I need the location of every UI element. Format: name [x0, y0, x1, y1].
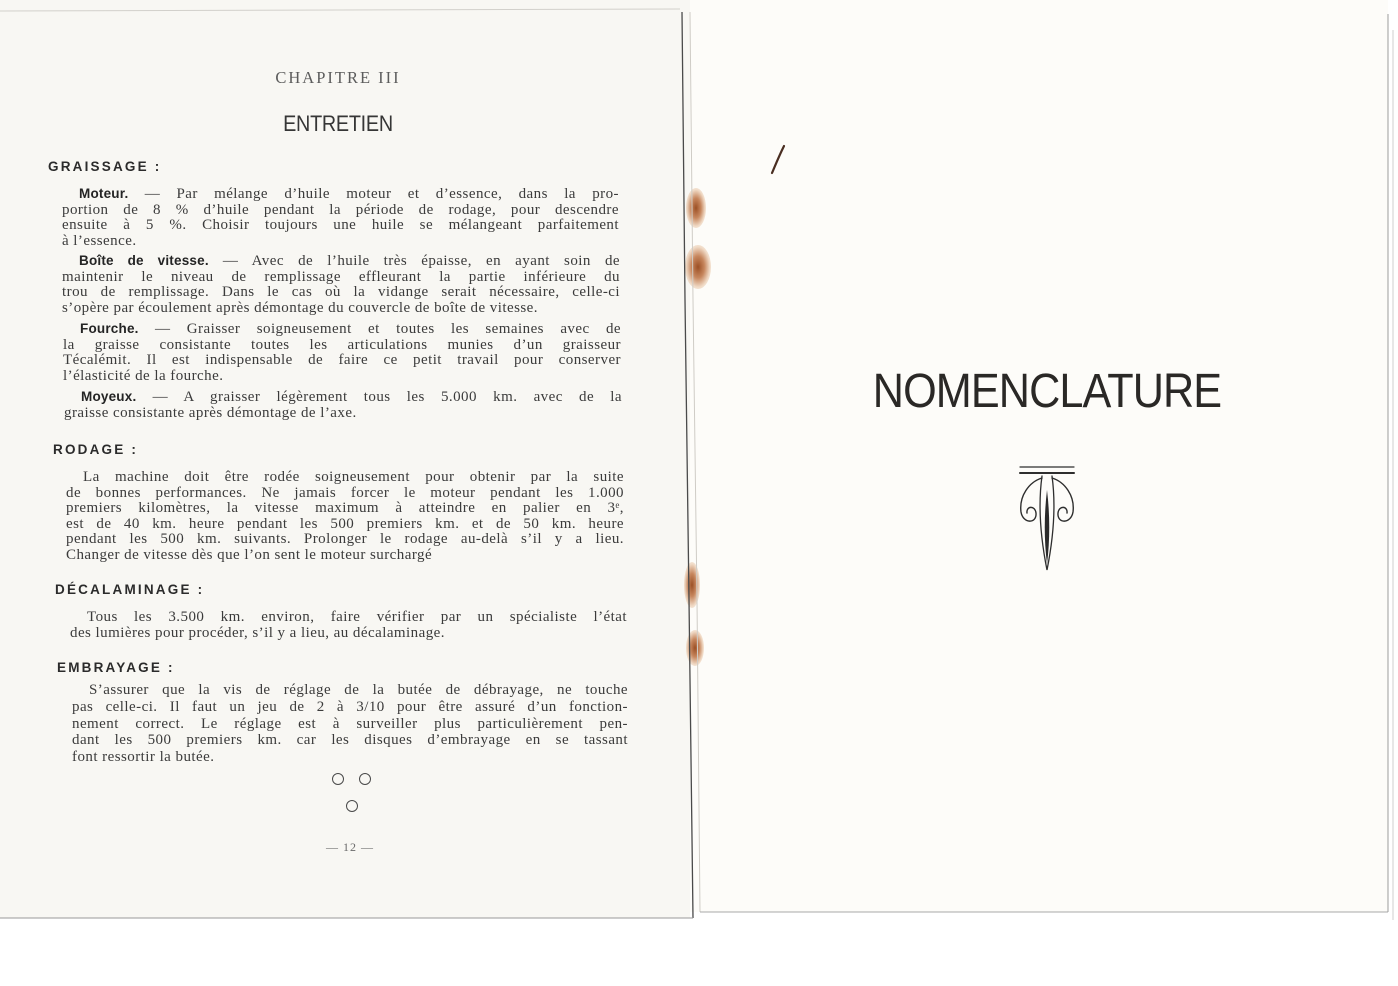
pen-nib-fleuron-icon: [1007, 460, 1087, 575]
paragraph-line: portion de 8 % d’huile pendant la période de rodage, pour descendre: [62, 201, 619, 218]
lead-term-boite: Boîte de vitesse.: [79, 253, 209, 268]
paragraph-rodage: [66, 470, 624, 563]
page-number: — 12 —: [326, 840, 374, 854]
rust-stain: [686, 188, 706, 228]
paragraph-embrayage: [72, 682, 628, 766]
paragraph-line: [62, 187, 619, 203]
paragraph-moteur: [62, 187, 619, 249]
nomenclature-title: NOMENCLATURE: [872, 365, 1222, 418]
paragraph-moyeux: [64, 390, 622, 421]
paragraph-line: des lumières pour procéder, s’il y a lieu, au décalaminage.: [70, 624, 445, 641]
pencil-mark: [766, 140, 796, 180]
circle-ornament: [346, 800, 358, 812]
left-page: [0, 0, 690, 918]
paragraph-boite-de-vitesse: [62, 254, 620, 316]
section-heading-rodage: RODAGE :: [53, 442, 139, 457]
paragraph-line: maintenir le niveau de remplissage effleurant la partie inférieure du: [62, 268, 620, 285]
paragraph-line: La machine doit être rodée soigneusement pour obtenir par la suite: [83, 469, 624, 485]
paragraph-line: S’assurer que la vis de réglage de la butée de débrayage, ne touche: [89, 682, 628, 698]
line-text: — A graisser légèrement tous les 5.000 km. avec de la: [152, 389, 622, 405]
paragraph-line: premiers kilomètres, la vitesse maximum à atteindre en palier en 3ᵉ,: [66, 500, 624, 516]
paragraph-line: à l’essence.: [62, 232, 137, 249]
line-text: — Avec de l’huile très épaisse, en ayant soin de: [222, 253, 621, 269]
paragraph-line: pendant les 500 km. suivants. Prolonger le rodage au-delà s’il y a lieu.: [66, 531, 624, 547]
paragraph-decalaminage: [70, 610, 627, 641]
circle-ornament: [359, 773, 371, 785]
section-heading-embrayage: EMBRAYAGE :: [57, 660, 175, 675]
chapter-title: ENTRETIEN: [283, 111, 393, 136]
rust-stain: [686, 630, 704, 666]
paragraph-line: [63, 322, 621, 338]
paragraph-line: [64, 390, 622, 406]
paragraph-line: de bonnes performances. Ne jamais forcer le moteur pendant les 1.000: [66, 484, 624, 501]
paragraph-line: [62, 254, 620, 270]
paragraph-line: trou de remplissage. Dans le cas où la vidange serait nécessaire, celle-ci: [62, 284, 620, 300]
circle-ornament: [332, 773, 344, 785]
paragraph-fourche: [63, 322, 621, 384]
paragraph-line: l’élasticité de la fourche.: [63, 367, 224, 384]
paragraph-line: graisse consistante après démontage de l’axe.: [64, 404, 357, 421]
section-heading-graissage: GRAISSAGE :: [48, 159, 162, 174]
section-heading-decalaminage: DÉCALAMINAGE :: [55, 582, 205, 597]
paragraph-line: la graisse consistante toutes les articulations munies d’un graisseur: [63, 336, 621, 353]
lead-term-fourche: Fourche.: [80, 321, 139, 336]
paragraph-line: ensuite à 5 %. Choisir toujours une huile se mélangeant parfaitement: [62, 217, 619, 233]
paragraph-line: font ressortir la butée.: [72, 749, 215, 766]
paragraph-line: Tous les 3.500 km. environ, faire vérifier par un spécialiste l’état: [87, 609, 627, 625]
paragraph-line: dant les 500 premiers km. car les disques d’embrayage en se tassant: [72, 732, 628, 749]
paragraph-line: Técalémit. Il est indispensable de faire ce petit travail pour conserver: [63, 352, 621, 368]
rust-stain: [685, 245, 711, 289]
paragraph-line: nement correct. Le réglage est à surveiller plus particulièrement pen-: [72, 715, 628, 732]
lead-term-moyeux: Moyeux.: [81, 389, 137, 404]
rust-stain: [684, 562, 700, 608]
right-page: [690, 0, 1388, 912]
paragraph-line: s’opère par écoulement après démontage du couvercle de boîte de vitesse.: [62, 299, 538, 316]
paragraph-line: pas celle-ci. Il faut un jeu de 2 à 3/10 pour être assuré d’un fonction-: [72, 698, 628, 715]
chapter-label: CHAPITRE III: [275, 68, 401, 87]
paragraph-line: est de 40 km. heure pendant les 500 premiers km. et de 50 km. heure: [66, 515, 624, 532]
paragraph-line: Changer de vitesse dès que l’on sent le moteur surchargé: [66, 546, 433, 563]
line-text: — Graisser soigneusement et toutes les semaines avec de: [154, 321, 622, 337]
line-text: — Par mélange d’huile moteur et d’essence, dans la pro-: [144, 186, 619, 202]
lead-term-moteur: Moteur.: [79, 186, 129, 201]
